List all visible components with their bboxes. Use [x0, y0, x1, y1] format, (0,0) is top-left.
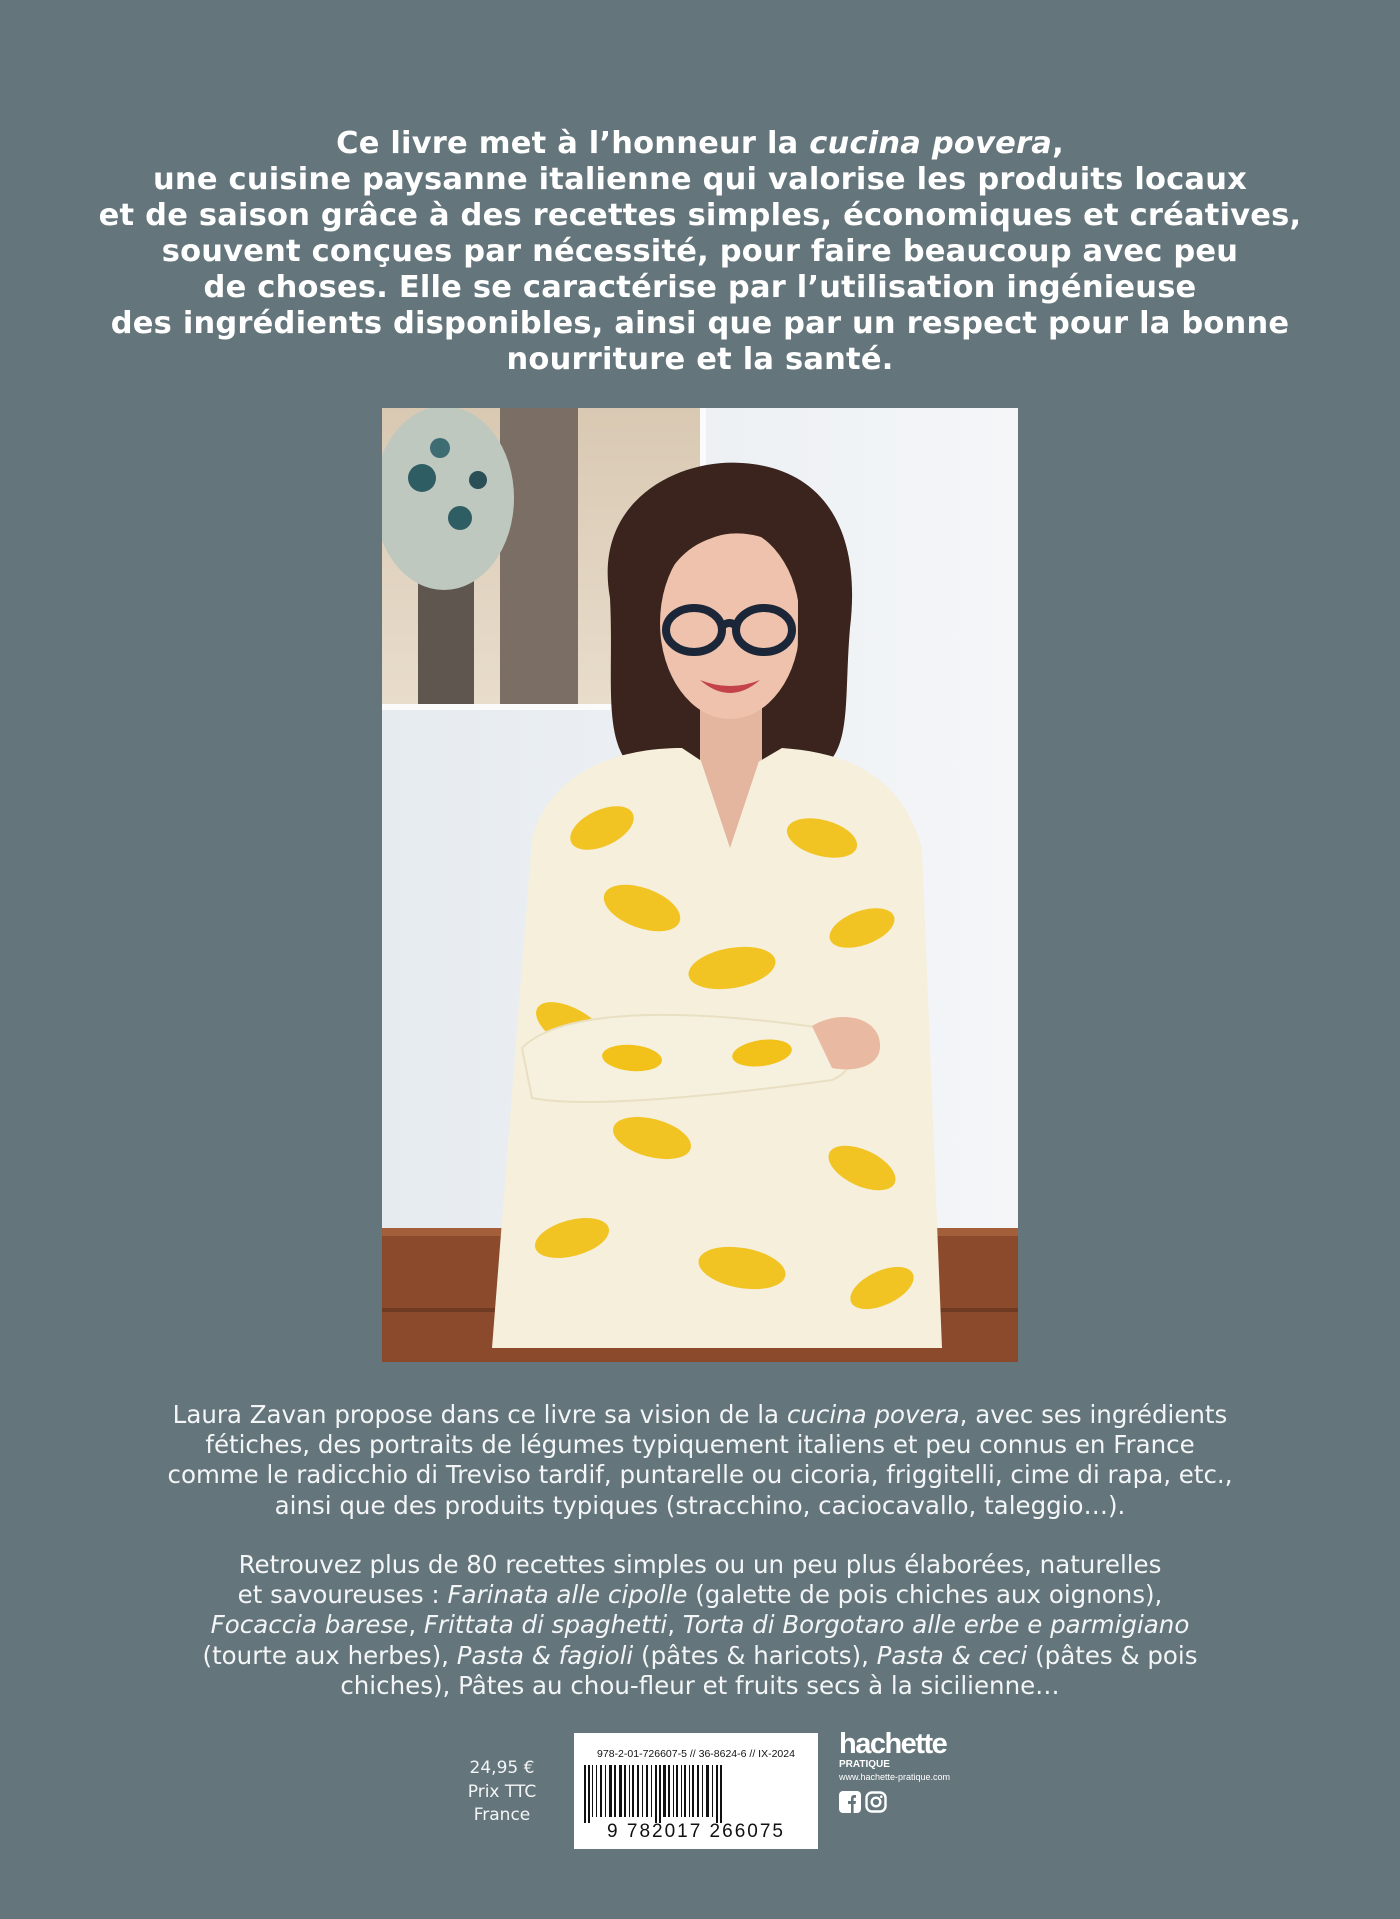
barcode-bar [651, 1765, 652, 1817]
barcode-bar [614, 1765, 616, 1817]
recipe-name: Farinata alle cipolle [447, 1580, 688, 1610]
barcode-bar [684, 1765, 686, 1817]
author-portrait-illustration [382, 408, 1018, 1362]
intro-line [80, 126, 1320, 162]
price-label: Prix TTC [467, 1781, 537, 1802]
barcode-bar [689, 1765, 690, 1817]
barcode-bar [655, 1765, 657, 1823]
description-paragraph-2 [70, 1550, 1330, 1701]
description-text-part: et savoureuses : [237, 1580, 448, 1610]
social-icons [839, 1791, 950, 1813]
description-text-part: , [408, 1610, 424, 1640]
facebook-icon[interactable] [839, 1791, 861, 1813]
barcode [580, 1765, 812, 1823]
price-block [442, 1757, 562, 1828]
barcode-bar [676, 1765, 678, 1817]
description-text-part: (tourte aux herbes), [202, 1640, 457, 1670]
isbn-header: 978-2-01-726607-5 // 36-8624-6 // IX-2024 [597, 1748, 795, 1760]
description-text-part: , [667, 1610, 683, 1640]
recipe-name: Torta di Borgotaro alle erbe e parmigiano [682, 1610, 1190, 1640]
intro-line: souvent conçues par nécessité, pour faire beaucoup avec peu [161, 234, 1239, 269]
barcode-bar [584, 1765, 586, 1823]
description-line: comme le radicchio di Treviso tardif, puntarelle ou cicoria, friggitelli, cime di rapa, etc., [167, 1460, 1233, 1490]
barcode-bar [706, 1765, 709, 1817]
barcode-bar [692, 1765, 694, 1817]
intro-line: et de saison grâce à des recettes simples, économiques et créatives, [98, 198, 1302, 233]
intro-line: nourriture et la santé. [506, 342, 894, 377]
intro-line: de choses. Elle se caractérise par l’utilisation ingénieuse [203, 270, 1197, 305]
barcode-bar [659, 1765, 661, 1823]
intro-emphasis: cucina povera [809, 126, 1053, 161]
description-line [70, 1400, 1330, 1430]
price-amount: 24,95 € [469, 1758, 535, 1778]
publisher-url[interactable]: www.hachette-pratique.com [839, 1772, 951, 1782]
barcode-bar [646, 1765, 648, 1817]
description-line: Retrouvez plus de 80 recettes simples ou un peu plus élaborées, naturelles [238, 1550, 1162, 1579]
description-line: ainsi que des produits typiques (stracchino, caciocavallo, taleggio…). [274, 1490, 1126, 1520]
instagram-icon[interactable] [865, 1791, 887, 1813]
barcode-bar [642, 1765, 643, 1817]
barcode-number: 9 782017 266075 [607, 1821, 785, 1842]
intro-text [80, 126, 1320, 378]
publisher-imprint: PRATIQUE [839, 1759, 890, 1770]
barcode-bar [605, 1765, 606, 1817]
recipe-name: Frittata di spaghetti [423, 1610, 668, 1640]
barcode-bar [716, 1765, 718, 1823]
intro-line: des ingrédients disponibles, ainsi que par un respect pour la bonne [110, 306, 1290, 341]
description-line [70, 1610, 1330, 1640]
barcode-bar [681, 1765, 682, 1817]
barcode-bar [632, 1765, 634, 1817]
barcode-box [574, 1733, 818, 1849]
description-line: fétiches, des portraits de légumes typiquement italiens et peu connus en France [205, 1430, 1195, 1460]
barcode-bar [629, 1765, 630, 1817]
barcode-bar [697, 1765, 699, 1817]
intro-line: une cuisine paysanne italienne qui valorise les produits locaux [153, 162, 1247, 197]
barcode-bar [663, 1765, 666, 1817]
barcode-bar [600, 1765, 602, 1817]
barcode-bar [609, 1765, 612, 1817]
barcode-bar [592, 1765, 593, 1817]
description-line [70, 1580, 1330, 1610]
barcode-bar [588, 1765, 590, 1823]
recipe-name: Pasta & fagioli [456, 1640, 634, 1670]
barcode-bar [637, 1765, 639, 1817]
author-portrait [382, 408, 1018, 1362]
description-text-part: (galette de pois chiches aux oignons), [687, 1580, 1163, 1610]
description-text-part: , avec ses ingrédients [959, 1400, 1228, 1429]
barcode-bar [720, 1765, 722, 1823]
barcode-bar [673, 1765, 674, 1817]
recipe-name: Focaccia barese [210, 1610, 409, 1640]
barcode-bar [668, 1765, 670, 1817]
barcode-bar [712, 1765, 713, 1817]
description-text-part: Laura Zavan propose dans ce livre sa vision de la [172, 1400, 787, 1429]
description-paragraph-1 [70, 1400, 1330, 1521]
barcode-bar [702, 1765, 703, 1817]
description-line [70, 1641, 1330, 1671]
description-text-part: (pâtes & haricots), [633, 1640, 877, 1670]
intro-text-part: , [1052, 126, 1064, 161]
intro-text-part: Ce livre met à l’honneur la [336, 126, 810, 161]
recipe-name: Pasta & ceci [876, 1640, 1028, 1670]
barcode-bar [624, 1765, 626, 1817]
description-line: chiches), Pâtes au chou-fleur et fruits secs à la sicilienne… [340, 1670, 1060, 1700]
price-country: France [473, 1805, 531, 1825]
description-text-part: (pâtes & pois [1027, 1640, 1198, 1670]
barcode-bar [596, 1765, 597, 1817]
barcode-bar [619, 1765, 622, 1817]
publisher-logo: hachette [839, 1728, 947, 1760]
publisher-block [839, 1729, 950, 1813]
description-emphasis: cucina povera [786, 1400, 960, 1429]
